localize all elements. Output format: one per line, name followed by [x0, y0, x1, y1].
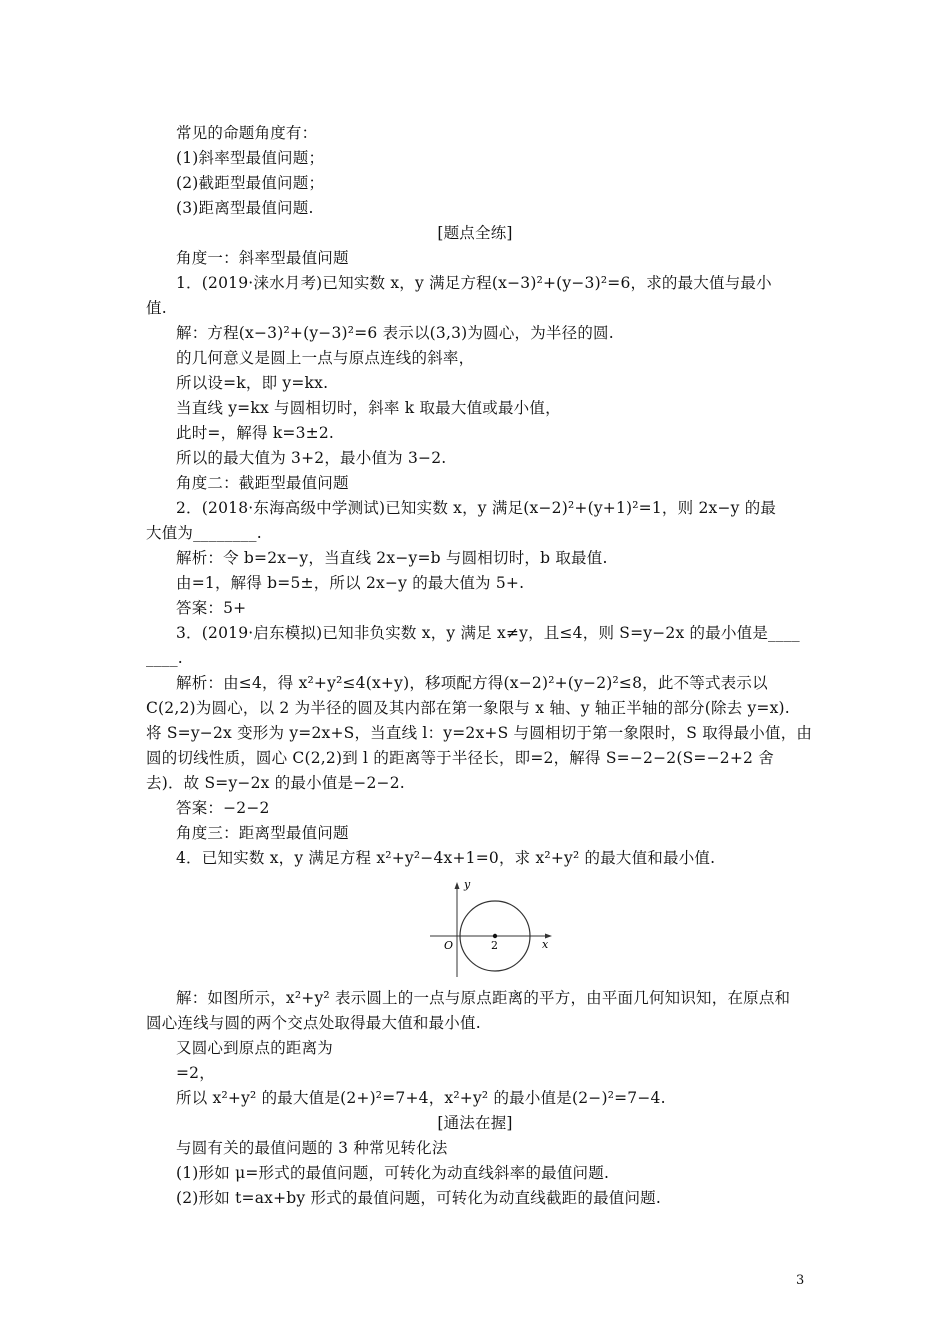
- solution-3-line-4: 圆的切线性质，圆心 C(2,2)到 l 的距离等于半径长，即=2，解得 S=−2−2(S=−2+2 舍: [146, 749, 774, 767]
- angle-item-1: (1)斜率型最值问题；: [176, 149, 325, 167]
- solution-3-line-1: 解析：由≤4，得 x²+y²≤4(x+y)，移项配方得(x−2)²+(y−2)²≤8，此不等式表示以: [176, 674, 768, 692]
- solution-3-line-2: C(2,2)为圆心，以 2 为半径的圆及其内部在第一象限与 x 轴、y 轴正半轴的部分(除去 y=x).: [146, 699, 790, 717]
- y-axis-arrow: [455, 882, 460, 889]
- angle-heading-2: 角度二：截距型最值问题: [176, 474, 349, 492]
- problem-1-line-1: 1．(2019·涞水月考)已知实数 x，y 满足方程(x−3)²+(y−3)²=6，求的最大值与最小: [176, 274, 772, 292]
- solution-4-line-3: 又圆心到原点的距离为: [176, 1039, 334, 1057]
- answer-3: 答案：−2−2: [176, 799, 270, 817]
- section-heading-method: [通法在握]: [437, 1114, 513, 1132]
- center-label: 2: [491, 939, 498, 952]
- solution-1-line-6: 所以的最大值为 3+2，最小值为 3−2.: [176, 449, 447, 467]
- problem-3-line-2: ____.: [146, 649, 183, 667]
- page-number: 3: [796, 1273, 805, 1288]
- origin-label: O: [444, 939, 454, 952]
- solution-3-line-5: 去)．故 S=y−2x 的最小值是−2−2.: [146, 774, 405, 792]
- answer-2: 答案：5+: [176, 599, 247, 617]
- circle-center-dot: [493, 934, 497, 938]
- method-item-1: (1)形如 μ=形式的最值问题，可转化为动直线斜率的最值问题.: [176, 1164, 610, 1182]
- solution-4-line-4: =2，: [176, 1064, 215, 1082]
- intro-line: 常见的命题角度有：: [176, 124, 318, 142]
- solution-4-line-1: 解：如图所示，x²+y² 表示圆上的一点与原点距离的平方，由平面几何知识知，在原点和: [176, 989, 791, 1007]
- circle-figure: [428, 876, 560, 980]
- y-axis-label: y: [464, 878, 471, 891]
- solution-3-line-3: 将 S=y−2x 变形为 y=2x+S，当直线 l：y=2x+S 与圆相切于第一象限时，S 取得最小值，由: [146, 724, 813, 742]
- solution-1-line-2: 的几何意义是圆上一点与原点连线的斜率，: [176, 349, 475, 367]
- problem-3-line-1: 3．(2019·启东模拟)已知非负实数 x，y 满足 x≠y，且≤4，则 S=y−2x 的最小值是____: [176, 624, 800, 642]
- solution-1-line-3: 所以设=k，即 y=kx.: [176, 374, 329, 392]
- angle-heading-3: 角度三：距离型最值问题: [176, 824, 349, 842]
- angle-heading-1: 角度一：斜率型最值问题: [176, 249, 349, 267]
- solution-4-line-2: 圆心连线与圆的两个交点处取得最大值和最小值.: [146, 1014, 481, 1032]
- angle-item-2: (2)截距型最值问题；: [176, 174, 325, 192]
- solution-1-line-4: 当直线 y=kx 与圆相切时，斜率 k 取最大值或最小值，: [176, 399, 561, 417]
- problem-2-line-2: 大值为________.: [146, 524, 262, 542]
- method-item-2: (2)形如 t=ax+by 形式的最值问题，可转化为动直线截距的最值问题.: [176, 1189, 662, 1207]
- solution-1-line-5: 此时=，解得 k=3±2.: [176, 424, 335, 442]
- solution-2-line-2: 由=1，解得 b=5±，所以 2x−y 的最大值为 5+.: [176, 574, 525, 592]
- solution-1-line-1: 解：方程(x−3)²+(y−3)²=6 表示以(3,3)为圆心，为半径的圆.: [176, 324, 614, 342]
- x-axis-label: x: [542, 938, 549, 951]
- solution-2-line-1: 解析：令 b=2x−y，当直线 2x−y=b 与圆相切时，b 取最值.: [176, 549, 608, 567]
- angle-item-3: (3)距离型最值问题.: [176, 199, 314, 217]
- problem-2-line-1: 2．(2018·东海高级中学测试)已知实数 x，y 满足(x−2)²+(y+1)²=1，则 2x−y 的最: [176, 499, 777, 517]
- solution-4-line-5: 所以 x²+y² 的最大值是(2+)²=7+4，x²+y² 的最小值是(2−)²=7−4.: [176, 1089, 666, 1107]
- problem-4-line-1: 4．已知实数 x，y 满足方程 x²+y²−4x+1=0，求 x²+y² 的最大值和最小值.: [176, 849, 716, 867]
- section-heading-practice: [题点全练]: [437, 224, 513, 242]
- method-intro: 与圆有关的最值问题的 3 种常见转化法: [176, 1139, 448, 1157]
- problem-1-line-2: 值.: [146, 299, 167, 317]
